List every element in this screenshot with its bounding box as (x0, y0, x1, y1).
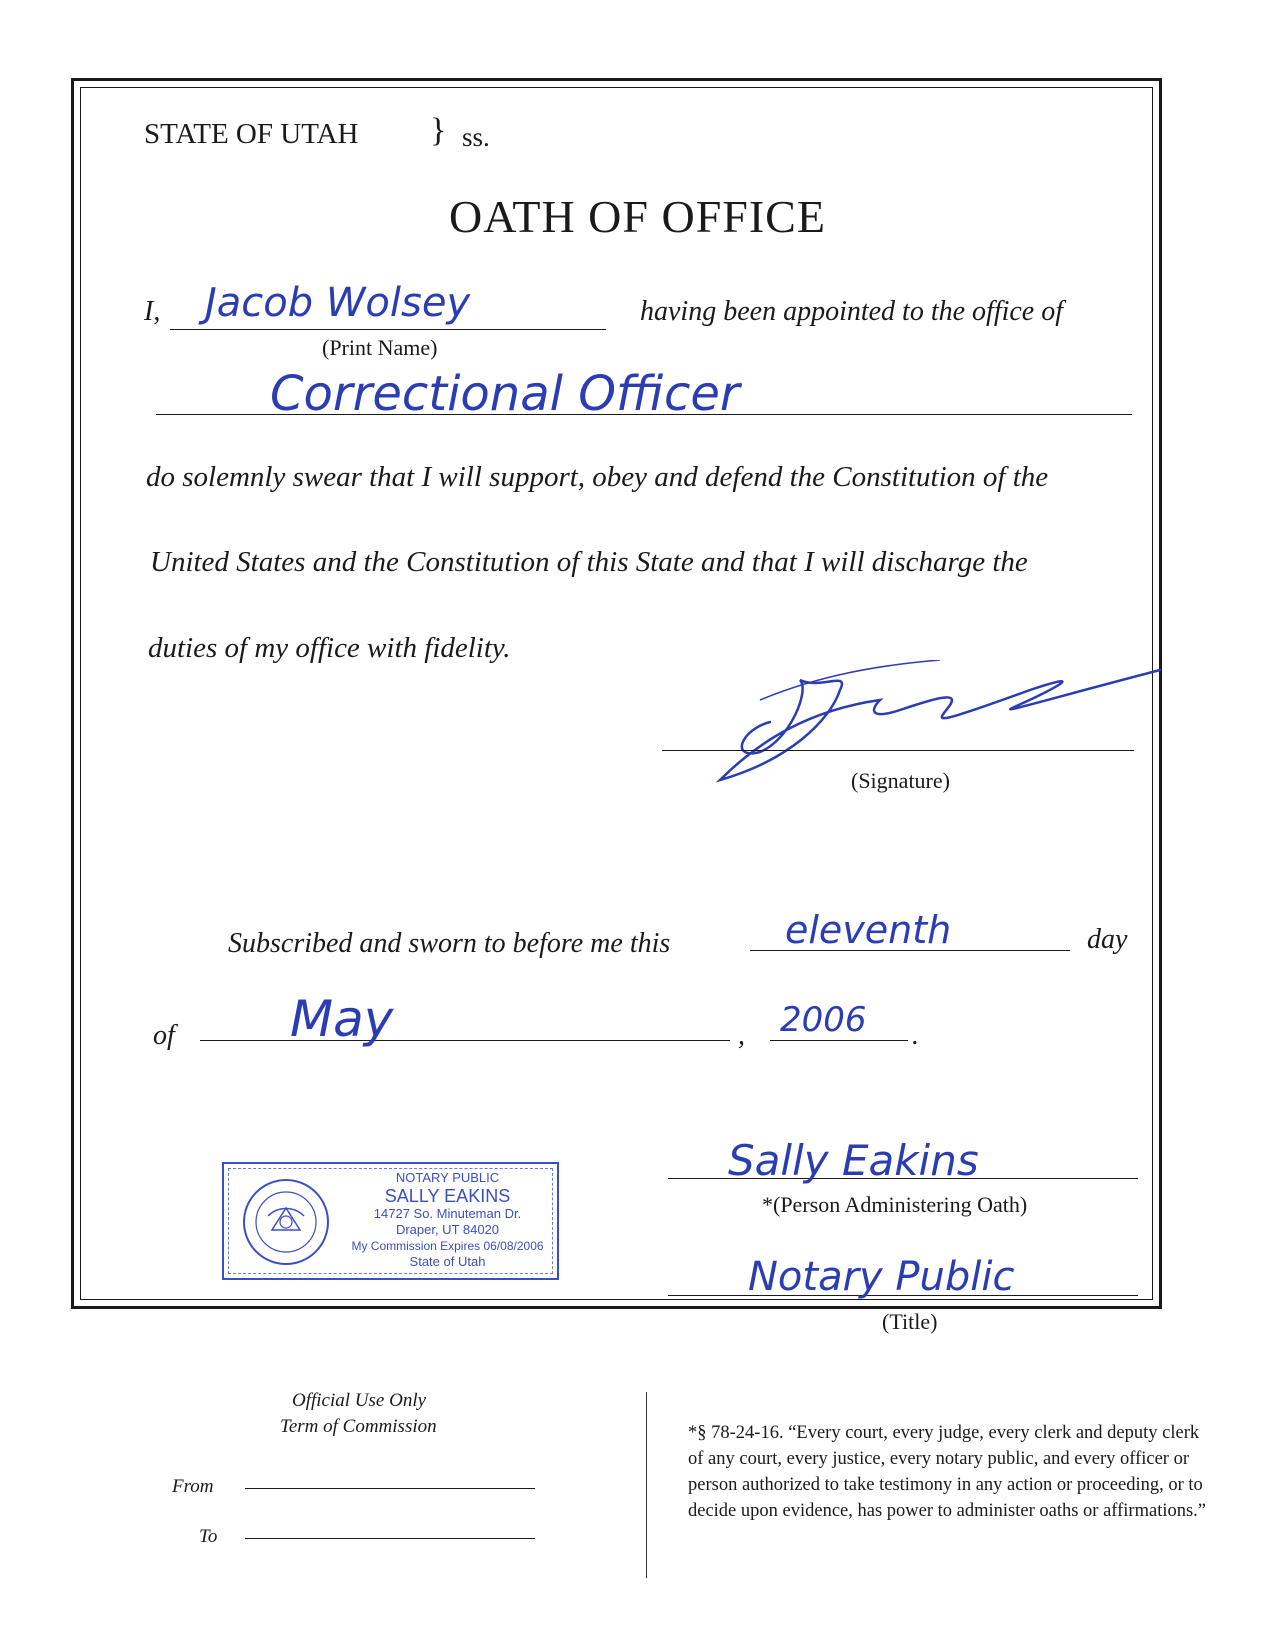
stamp-line-1: NOTARY PUBLIC (395, 1170, 500, 1185)
year-line (770, 1040, 908, 1041)
signature-line (662, 750, 1134, 751)
period-mark: . (912, 1020, 919, 1051)
stamp-line-4: Draper, UT 84020 (395, 1222, 500, 1237)
of-label: of (153, 1020, 175, 1051)
comma-mark: , (738, 1020, 745, 1051)
handwritten-year: 2006 (780, 1000, 867, 1040)
handwritten-administrator: Sally Eakins (728, 1136, 979, 1185)
brace-symbol: } (430, 112, 447, 149)
title-caption: (Title) (882, 1309, 938, 1334)
day-label: day (1087, 924, 1128, 955)
to-label: To (199, 1526, 218, 1547)
official-use-heading: Official Use Only (292, 1390, 427, 1411)
handwritten-name: Jacob Wolsey (205, 280, 471, 326)
stamp-line-5: My Commission Expires 06/08/2006 (351, 1239, 544, 1253)
term-of-commission-heading: Term of Commission (280, 1416, 437, 1437)
to-line (245, 1538, 535, 1539)
i-label: I, (144, 296, 161, 327)
state-heading: STATE OF UTAH (144, 118, 359, 150)
handwritten-office: Correctional Officer (270, 366, 740, 422)
month-line (200, 1040, 730, 1041)
stamp-line-6: State of Utah (409, 1254, 486, 1269)
administrator-caption: *(Person Administering Oath) (762, 1192, 1028, 1217)
print-name-caption: (Print Name) (322, 335, 438, 360)
handwritten-title: Notary Public (748, 1254, 1015, 1300)
oath-body-line-1: do solemnly swear that I will support, obey and defend the Constitution of the (146, 461, 1049, 493)
oath-body-line-3: duties of my office with fidelity. (148, 632, 511, 664)
state-seal-icon (238, 1176, 334, 1268)
handwritten-day: eleventh (785, 908, 952, 952)
subscribed-text: Subscribed and sworn to before me this (228, 928, 671, 959)
ss-label: ss. (462, 122, 490, 152)
document-title: OATH OF OFFICE (449, 191, 826, 242)
section-divider (646, 1392, 647, 1578)
handwritten-month: May (290, 990, 394, 1048)
signature-caption: (Signature) (851, 768, 950, 793)
stamp-line-3: 14727 So. Minuteman Dr. (373, 1206, 522, 1221)
from-line (245, 1488, 535, 1489)
name-line (170, 329, 606, 330)
from-label: From (172, 1476, 214, 1497)
statute-footnote: *§ 78-24-16. “Every court, every judge, every clerk and deputy clerk of any court, every justice, every notary public, and every officer or person authorized to take testimony in any action or proceeding, or to decide upon evidence, has power to administer oaths or affirmations.” (688, 1423, 1207, 1521)
appointed-text: having been appointed to the office of (640, 296, 1064, 327)
stamp-line-2: SALLY EAKINS (384, 1186, 511, 1206)
oath-body-line-2: United States and the Constitution of this State and that I will discharge the (150, 546, 1028, 578)
notary-stamp (222, 1162, 559, 1280)
